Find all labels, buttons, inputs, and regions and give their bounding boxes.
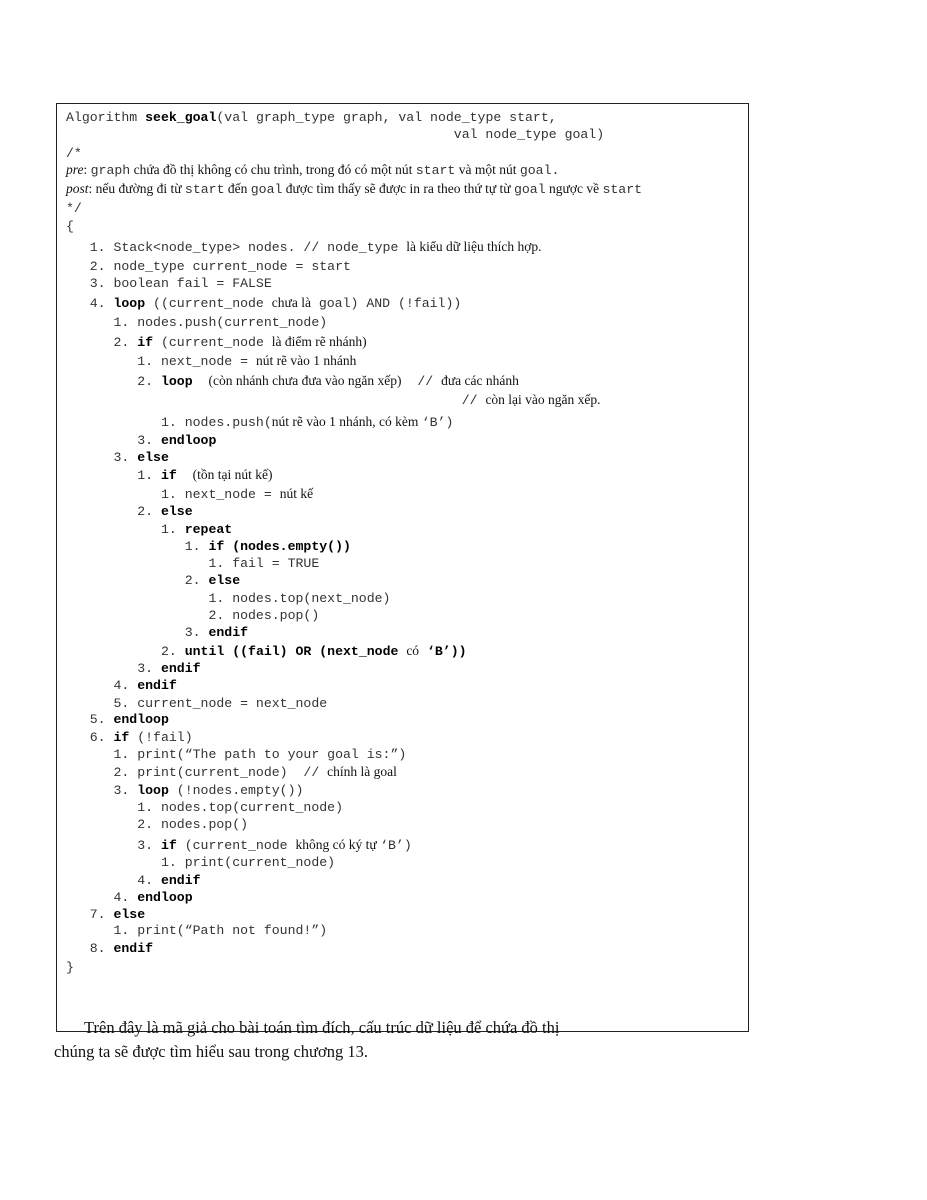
- code-token: (current_node: [153, 335, 272, 350]
- code-token: 4.: [66, 873, 161, 888]
- code-line: [66, 889, 193, 906]
- code-line: [66, 295, 461, 312]
- code-token: nút rẽ vào 1 nhánh, có kèm: [271, 414, 422, 429]
- code-token: (val graph_type graph, val node_type start,: [216, 110, 557, 125]
- code-token: 3.: [66, 661, 161, 676]
- paragraph-line-2: chúng ta sẽ được tìm hiểu sau trong chương 13.: [54, 1042, 368, 1061]
- code-token: 4.: [66, 890, 138, 905]
- code-line: [66, 486, 313, 503]
- code-token: 4.: [66, 296, 114, 311]
- code-token: 7.: [66, 907, 114, 922]
- code-line: [66, 643, 467, 660]
- code-line: [66, 373, 519, 390]
- code-token: }: [66, 960, 74, 975]
- code-token: ((current_node: [145, 296, 272, 311]
- code-token: Algorithm: [66, 110, 146, 125]
- code-line: [66, 503, 193, 520]
- code-token: else: [160, 504, 193, 519]
- code-token: 5. current_node = next_node: [66, 696, 328, 711]
- code-line: [66, 816, 248, 833]
- code-token: ‘B’): [380, 838, 412, 853]
- code-line: [66, 275, 272, 292]
- code-token: 1. nodes.push(current_node): [66, 315, 328, 330]
- code-token: else: [137, 450, 169, 465]
- code-token: [177, 468, 193, 483]
- code-token: là kiểu dữ liệu thích hợp.: [406, 239, 542, 254]
- code-token: 1. nodes.top(next_node): [66, 591, 391, 606]
- code-token: post: [66, 181, 89, 196]
- code-token: không có ký tự: [295, 837, 381, 852]
- code-token: 2.: [66, 335, 138, 350]
- code-line: [66, 764, 397, 781]
- code-line: [66, 959, 74, 976]
- code-token: endif: [113, 941, 154, 956]
- code-line: [66, 799, 343, 816]
- code-token: 1.: [66, 522, 185, 537]
- code-token: 1. next_node =: [66, 487, 280, 502]
- code-line: [66, 695, 327, 712]
- code-token: (!fail): [129, 730, 193, 745]
- code-token: pre: [66, 162, 84, 177]
- code-token: 4.: [66, 678, 138, 693]
- code-token: 8.: [66, 941, 114, 956]
- code-line: [66, 711, 169, 728]
- code-token: //: [401, 374, 442, 389]
- code-line: [66, 449, 169, 466]
- code-line: [66, 940, 153, 957]
- code-token: endloop: [137, 890, 193, 905]
- code-token: goal: [250, 182, 283, 197]
- code-token: until ((fail) OR (next_node: [184, 644, 407, 659]
- code-token: chứa đồ thị không có chu trình, trong đó có một nút: [130, 162, 416, 177]
- code-line: [66, 906, 145, 923]
- code-token: 5.: [66, 712, 114, 727]
- code-token: /*: [66, 146, 82, 161]
- code-token: graph: [90, 163, 131, 178]
- code-token: if: [160, 468, 177, 483]
- code-token: [193, 374, 209, 389]
- code-token: 6.: [66, 730, 114, 745]
- code-token: if: [113, 730, 130, 745]
- code-line: [66, 200, 82, 217]
- code-token: 2.: [66, 374, 161, 389]
- code-line: [66, 353, 356, 370]
- code-token: : nếu đường đi từ: [88, 181, 185, 196]
- code-line: [66, 607, 319, 624]
- code-token: loop: [113, 296, 146, 311]
- code-token: 3.: [66, 433, 161, 448]
- code-token: start: [415, 163, 456, 178]
- code-line: [66, 538, 351, 555]
- code-token: start: [184, 182, 225, 197]
- code-token: 2. print(current_node) //: [66, 765, 328, 780]
- code-token: endif: [137, 678, 177, 693]
- code-token: start: [602, 182, 643, 197]
- code-token: endloop: [160, 433, 217, 448]
- code-token: endif: [160, 873, 201, 888]
- code-token: 1. nodes.push(: [66, 415, 272, 430]
- code-token: 1. nodes.top(current_node): [66, 800, 343, 815]
- code-token: 1. Stack<node_type> nodes. // node_type: [66, 240, 407, 255]
- code-token: loop: [160, 374, 193, 389]
- code-line: [66, 334, 367, 351]
- code-line: [66, 392, 601, 409]
- code-token: 2. nodes.pop(): [66, 817, 249, 832]
- code-line: [66, 854, 335, 871]
- code-token: endif: [208, 625, 249, 640]
- code-token: else: [113, 907, 146, 922]
- code-token: 2.: [66, 644, 185, 659]
- code-line: [66, 746, 406, 763]
- code-token: 2.: [66, 573, 209, 588]
- code-token: (current_node: [176, 838, 296, 853]
- code-token: đến: [224, 181, 251, 196]
- code-token: endloop: [113, 712, 169, 727]
- code-line: [66, 126, 604, 143]
- code-token: 3.: [66, 783, 138, 798]
- code-token: {: [66, 219, 74, 234]
- code-token: có: [406, 643, 420, 658]
- code-token: if: [160, 838, 177, 853]
- code-token: và một nút: [455, 162, 520, 177]
- code-token: đưa các nhánh: [441, 373, 519, 388]
- code-token: goal: [513, 182, 546, 197]
- code-line: [66, 677, 177, 694]
- code-token: :: [83, 162, 91, 177]
- code-line: [66, 414, 453, 431]
- code-token: 1. next_node =: [66, 354, 256, 369]
- code-line: [66, 521, 232, 538]
- code-line: [66, 467, 272, 484]
- code-line: [66, 872, 201, 889]
- code-line: [66, 837, 412, 854]
- code-line: [66, 162, 559, 179]
- code-token: 1. print(“Path not found!”): [66, 923, 328, 938]
- code-token: chưa là: [271, 295, 311, 310]
- code-token: chính là goal: [327, 764, 397, 779]
- code-token: goal) AND (!fail)): [310, 296, 462, 311]
- code-line: [66, 109, 557, 126]
- code-token: 1. print(“The path to your goal is:”): [66, 747, 407, 762]
- code-token: được tìm thấy sẽ được in ra theo thứ tự từ: [282, 181, 514, 196]
- code-token: //: [66, 393, 486, 408]
- code-line: [66, 145, 82, 162]
- code-token: ‘B’): [421, 415, 454, 430]
- code-token: nút kế: [279, 486, 314, 501]
- code-line: [66, 239, 541, 256]
- code-line: [66, 729, 193, 746]
- code-token: còn lại vào ngăn xếp.: [485, 392, 601, 407]
- code-line: [66, 218, 74, 235]
- code-line: [66, 572, 240, 589]
- code-token: ‘B’)): [419, 644, 467, 659]
- code-token: if: [137, 335, 154, 350]
- body-paragraph: [54, 1016, 754, 1064]
- paragraph-line-1: Trên đây là mã giả cho bài toán tìm đích, cấu trúc dữ liệu để chứa đồ thị: [84, 1018, 560, 1037]
- code-token: 3.: [66, 625, 209, 640]
- code-line: [66, 432, 216, 449]
- code-token: 2.: [66, 504, 161, 519]
- code-token: val node_type goal): [66, 127, 605, 142]
- code-line: [66, 555, 319, 572]
- code-token: 1.: [66, 468, 161, 483]
- code-token: goal.: [519, 163, 560, 178]
- code-line: [66, 181, 642, 198]
- code-line: [66, 782, 303, 799]
- code-token: 3.: [66, 450, 138, 465]
- code-line: [66, 922, 327, 939]
- code-line: [66, 660, 201, 677]
- code-token: 2. node_type current_node = start: [66, 259, 351, 274]
- code-token: else: [208, 573, 241, 588]
- code-token: endif: [160, 661, 201, 676]
- code-token: 1. print(current_node): [66, 855, 336, 870]
- code-token: là điểm rẽ nhánh): [271, 334, 367, 349]
- code-token: (tồn tại nút kế): [192, 467, 273, 482]
- code-token: nút rẽ vào 1 nhánh: [255, 353, 357, 368]
- code-token: loop: [137, 783, 169, 798]
- code-token: 1.: [66, 539, 209, 554]
- code-token: */: [66, 201, 82, 216]
- code-token: 3. boolean fail = FALSE: [66, 276, 272, 291]
- code-line: [66, 624, 248, 641]
- code-line: [66, 590, 390, 607]
- code-token: 3.: [66, 838, 161, 853]
- code-token: ngược về: [545, 181, 603, 196]
- code-token: 2. nodes.pop(): [66, 608, 320, 623]
- code-token: repeat: [184, 522, 233, 537]
- code-line: [66, 314, 327, 331]
- code-token: (!nodes.empty()): [168, 783, 304, 798]
- code-token: seek_goal: [145, 110, 217, 125]
- code-token: if (nodes.empty()): [208, 539, 351, 554]
- code-line: [66, 258, 351, 275]
- code-token: 1. fail = TRUE: [66, 556, 320, 571]
- code-token: (còn nhánh chưa đưa vào ngăn xếp): [208, 373, 402, 388]
